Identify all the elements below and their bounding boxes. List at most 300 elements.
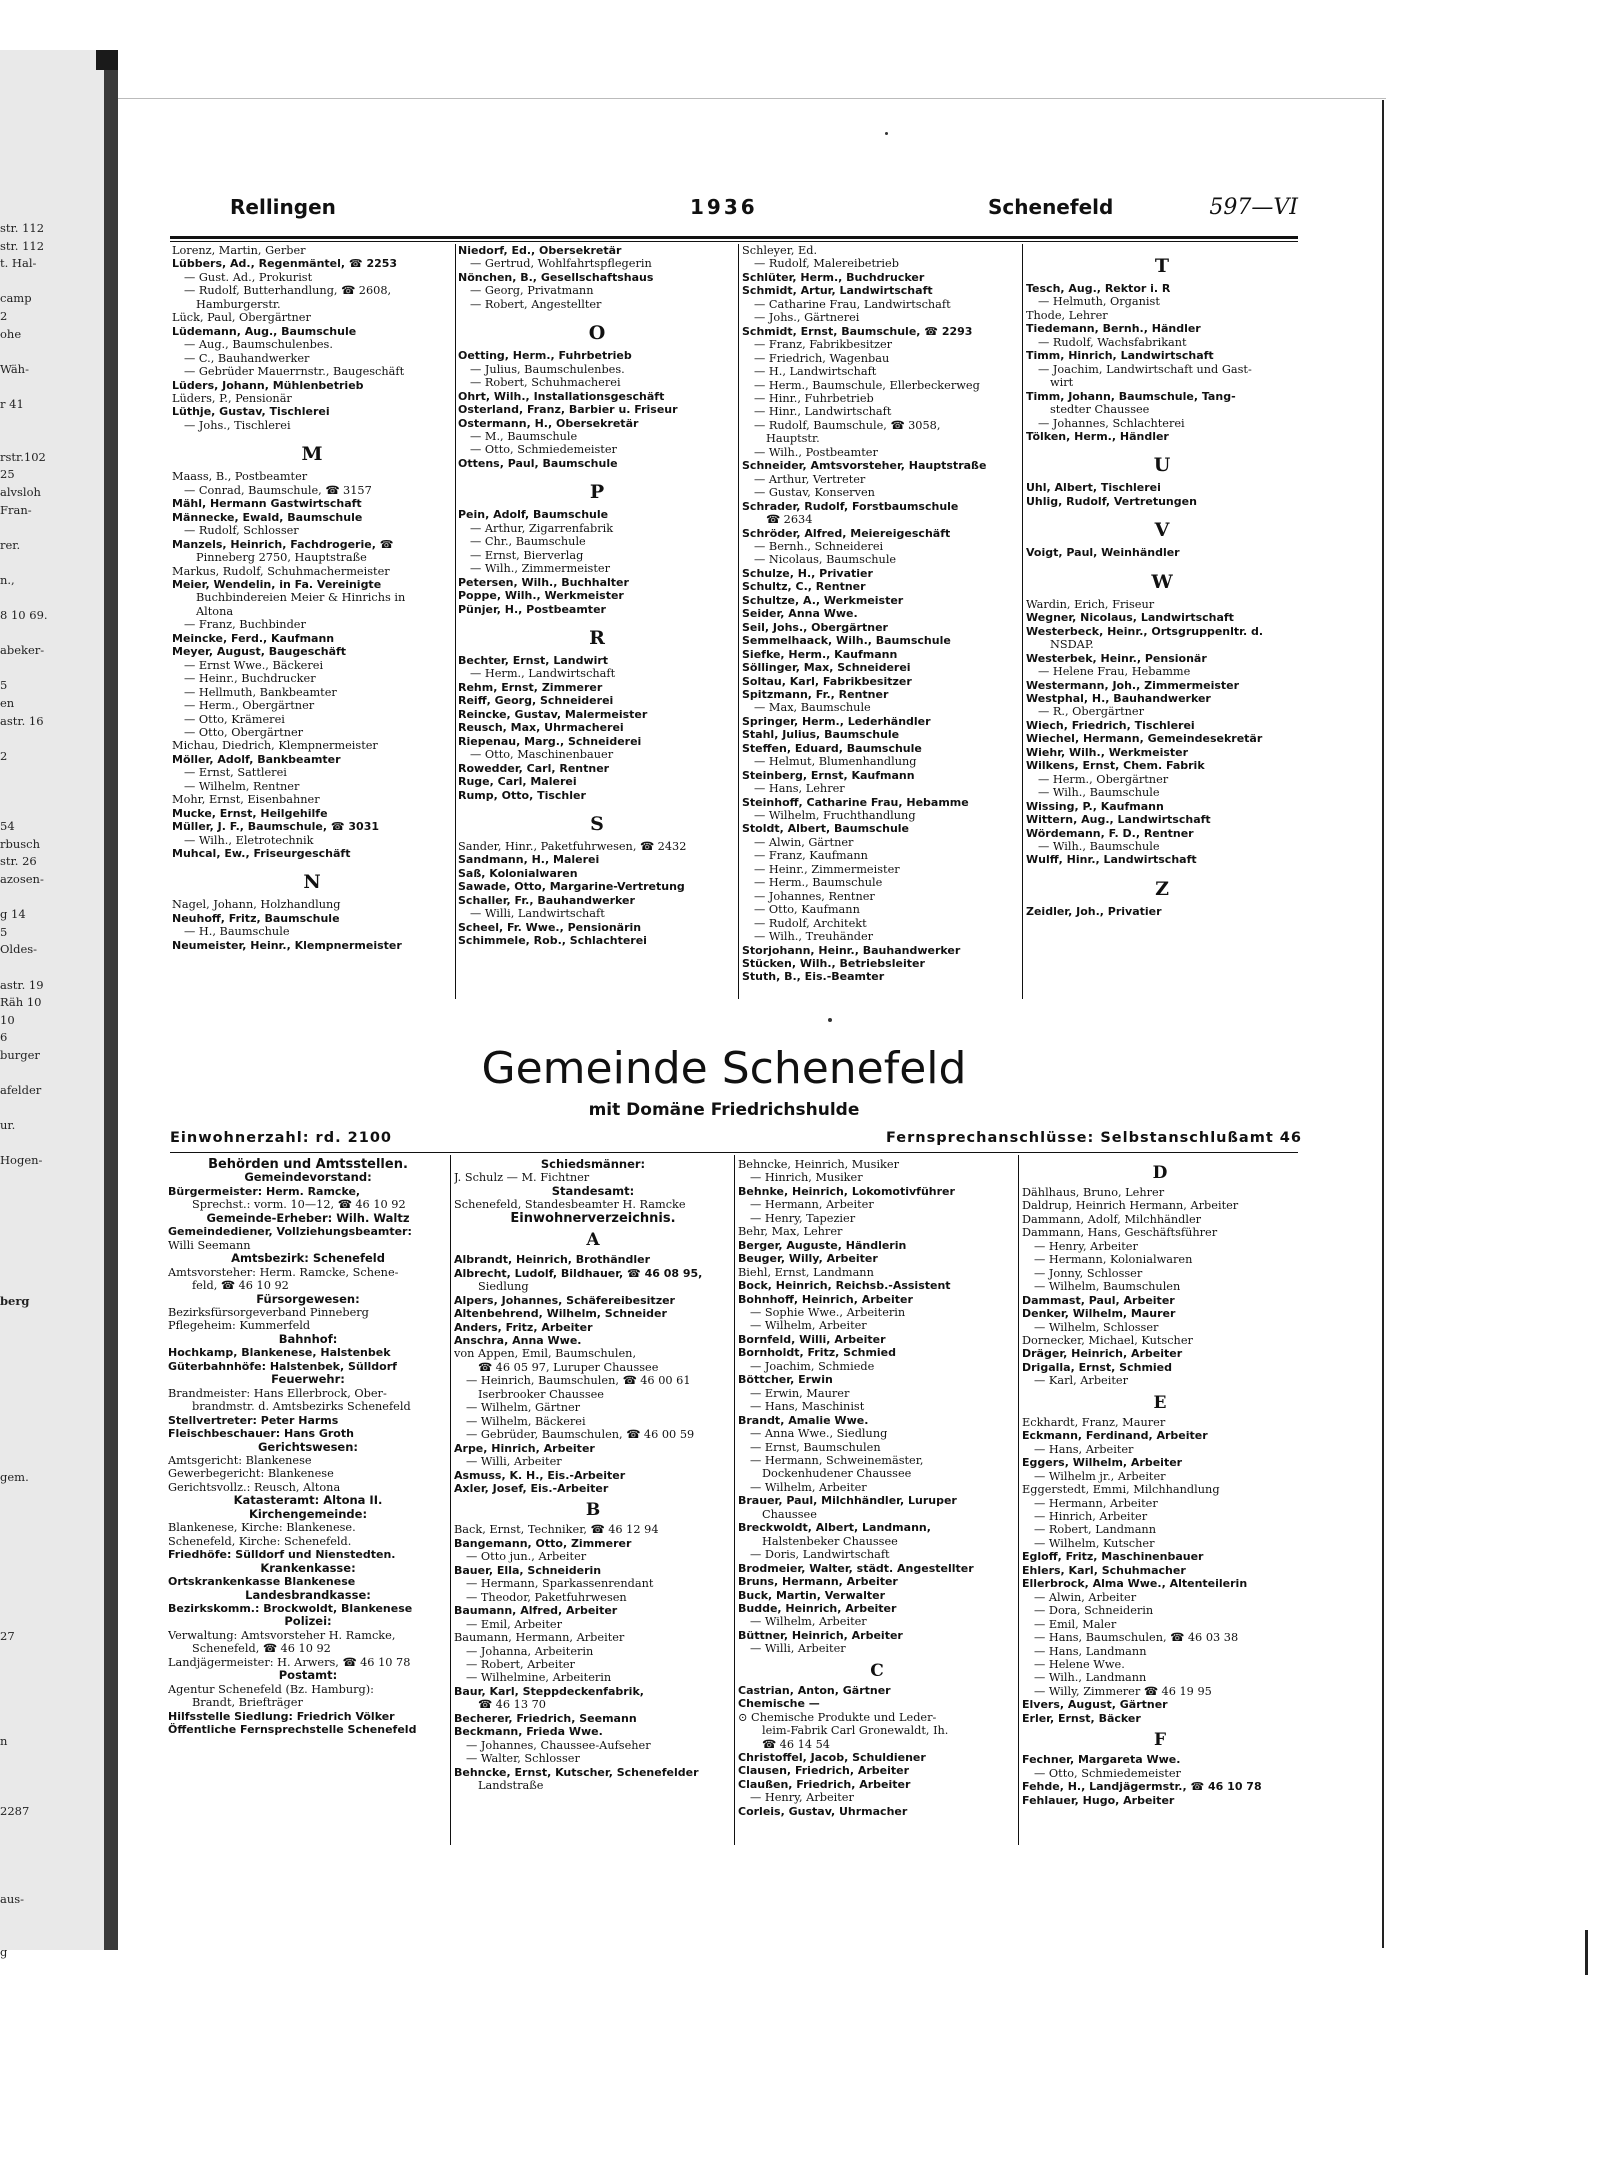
gutter-fragment: Räh 10	[0, 995, 42, 1010]
column-rule	[1018, 1155, 1019, 1845]
directory-entry: — Herm., Obergärtner	[1038, 772, 1169, 786]
directory-entry: Stellvertreter: Peter Harms	[168, 1413, 339, 1427]
directory-entry: — Helene Wwe.	[1034, 1657, 1125, 1671]
directory-entry: — Anna Wwe., Siedlung	[750, 1427, 888, 1441]
gutter-fragment	[0, 1522, 48, 1540]
gutter-fragment	[0, 1768, 48, 1786]
directory-entry: — Wilhelm, Arbeiter	[750, 1615, 867, 1629]
directory-entry: — Wilhelm jr., Arbeiter	[1034, 1469, 1166, 1483]
gutter-fragment: camp	[0, 291, 32, 306]
directory-entry: Petersen, Wilh., Buchhalter	[458, 575, 629, 589]
directory-entry: von Appen, Emil, Baumschulen,	[454, 1347, 637, 1361]
directory-entry: Becherer, Friedrich, Seemann	[454, 1711, 637, 1725]
directory-entry: Beckmann, Frieda Wwe.	[454, 1725, 603, 1739]
directory-entry: leim-Fabrik Carl Gronewaldt, Ih.	[762, 1724, 949, 1738]
municipality-title: Gemeinde Schenefeld	[481, 1043, 967, 1094]
directory-entry: Daldrup, Heinrich Hermann, Arbeiter	[1022, 1199, 1239, 1213]
directory-entry: — H., Landwirtschaft	[754, 365, 877, 379]
directory-entry: Bohnhoff, Heinrich, Arbeiter	[738, 1292, 913, 1306]
directory-entry: Spitzmann, Fr., Rentner	[742, 687, 889, 701]
subsection-heading: Krankenkasse:	[260, 1561, 356, 1575]
page-number: 597—VI	[1209, 195, 1298, 220]
directory-entry: — Hermann, Schweinemäster,	[750, 1453, 924, 1467]
directory-entry: Christoffel, Jacob, Schuldiener	[738, 1751, 926, 1765]
directory-entry: Büttner, Heinrich, Arbeiter	[738, 1628, 903, 1642]
directory-entry: — Wilhelm, Arbeiter	[750, 1319, 867, 1333]
directory-entry: — Chr., Baumschule	[470, 535, 586, 549]
directory-entry: — Georg, Privatmann	[470, 284, 594, 298]
directory-entry: Wardin, Erich, Friseur	[1026, 597, 1155, 611]
gutter-fragment	[0, 1504, 48, 1522]
gutter-fragment: n	[0, 1734, 8, 1749]
gutter-fragment: g	[0, 1945, 8, 1960]
directory-entry: — Heinr., Zimmermeister	[754, 862, 900, 876]
directory-entry: Tölken, Herm., Händler	[1026, 429, 1169, 443]
subsection-heading: Fürsorgewesen:	[256, 1292, 360, 1306]
directory-entry: — Otto, Schmiedemeister	[1034, 1766, 1181, 1780]
directory-entry: — Heinrich, Baumschulen, ☎ 46 00 61	[466, 1374, 691, 1388]
subsection-heading: Schiedsmänner:	[540, 1158, 646, 1171]
directory-entry: — Wilhelm, Rentner	[184, 779, 300, 793]
gutter-fragment	[0, 1786, 48, 1804]
directory-entry: ☎ 2634	[766, 513, 813, 527]
directory-entry: Pein, Adolf, Baumschule	[458, 508, 609, 522]
gutter-fragment	[0, 554, 48, 572]
directory-entry: Wiehr, Wilh., Werkmeister	[1026, 745, 1189, 759]
directory-entry: — Bernh., Schneiderei	[754, 539, 884, 553]
directory-entry: Behnke, Heinrich, Lokomotivführer	[738, 1184, 955, 1198]
directory-entry: — Rudolf, Butterhandlung, ☎ 2608,	[184, 284, 392, 298]
directory-entry: Wördemann, F. D., Rentner	[1026, 826, 1194, 840]
directory-entry: Bock, Heinrich, Reichsb.-Assistent	[738, 1279, 951, 1293]
directory-entry: Claußen, Friedrich, Arbeiter	[738, 1777, 911, 1791]
gutter-fragment	[0, 1540, 48, 1558]
directory-entry: Altenbehrend, Wilhelm, Schneider	[454, 1307, 667, 1321]
directory-entry: Clausen, Friedrich, Arbeiter	[738, 1764, 910, 1778]
directory-entry: Meincke, Ferd., Kaufmann	[172, 631, 335, 645]
directory-entry: — Wilh., Eletrotechnik	[184, 833, 314, 847]
directory-entry: — Walter, Schlosser	[466, 1752, 580, 1766]
gutter-fragment: burger	[0, 1047, 40, 1062]
gutter-fragment: ohe	[0, 326, 22, 341]
section-letter: A	[586, 1230, 600, 1251]
directory-entry: Rump, Otto, Tischler	[458, 788, 586, 802]
directory-column-3	[742, 244, 1020, 984]
subsection-heading: Kirchengemeinde:	[248, 1507, 368, 1521]
directory-entry: Ellerbrock, Alma Wwe., Altenteilerin	[1022, 1577, 1248, 1591]
header-year: 1936	[690, 195, 758, 219]
directory-entry: Mohr, Ernst, Eisenbahner	[172, 793, 320, 807]
directory-entry: Sandmann, H., Malerei	[458, 853, 600, 867]
directory-entry: — Hans, Maschinist	[750, 1400, 865, 1414]
municipality-subtitle: mit Domäne Friedrichshulde	[588, 1100, 860, 1120]
directory-entry: — Henry, Arbeiter	[750, 1791, 854, 1805]
gutter-fragment: en	[0, 696, 15, 711]
gutter-fragment	[0, 783, 48, 801]
gutter-fragment	[0, 1575, 48, 1593]
directory-entry: Baumann, Hermann, Arbeiter	[454, 1631, 625, 1645]
directory-column-1	[172, 244, 452, 952]
directory-entry: — Wilh., Treuhänder	[754, 930, 874, 944]
directory-entry: — Herm., Baumschule	[754, 876, 883, 890]
section-letter: U	[1153, 454, 1171, 477]
column-rule	[734, 1155, 735, 1845]
directory-entry: — Erwin, Maurer	[750, 1386, 850, 1400]
subsection-heading: Feuerwehr:	[271, 1373, 345, 1387]
directory-entry: Fleischbeschauer: Hans Groth	[168, 1427, 354, 1441]
directory-entry: Uhlig, Rudolf, Vertretungen	[1026, 494, 1197, 508]
section-heading: Einwohnerverzeichnis.	[510, 1210, 676, 1226]
gutter-fragment: n.,	[0, 572, 15, 587]
directory-entry: — Robert, Landmann	[1034, 1523, 1156, 1537]
directory-entry: — Wilh., Baumschule	[1038, 839, 1160, 853]
gutter-fragment: 5	[0, 924, 8, 939]
directory-entry: — M., Baumschule	[470, 429, 578, 443]
gutter-fragment: 2	[0, 748, 8, 763]
directory-entry: — H., Baumschule	[184, 925, 290, 939]
directory-entry: — Sophie Wwe., Arbeiterin	[750, 1305, 906, 1319]
directory-entry: — Hermann, Arbeiter	[750, 1198, 874, 1212]
gutter-fragment: r 41	[0, 396, 24, 411]
directory-entry: Dornecker, Michael, Kutscher	[1022, 1333, 1193, 1347]
gutter-fragment	[0, 273, 48, 291]
section-letter: E	[1153, 1392, 1167, 1413]
subsection-heading: Gerichtswesen:	[257, 1440, 359, 1454]
directory-entry: — Wilhelm, Kutscher	[1034, 1536, 1155, 1550]
gutter-fragment	[0, 1205, 48, 1223]
directory-entry: — Willi, Arbeiter	[466, 1455, 562, 1469]
directory-entry: Bornholdt, Fritz, Schmied	[738, 1346, 897, 1360]
directory-entry: — Julius, Baumschulenbes.	[470, 362, 625, 376]
directory-entry: Iserbrooker Chaussee	[478, 1387, 604, 1401]
previous-page-text	[0, 220, 48, 1962]
directory-entry: ⊙ Chemische Produkte und Leder-	[738, 1710, 937, 1724]
section-letter: R	[589, 626, 605, 649]
directory-entry: Öffentliche Fernsprechstelle Schenefeld	[168, 1723, 417, 1737]
previous-page-gutter	[0, 50, 118, 1960]
gutter-fragment: str. 112	[0, 221, 45, 235]
directory-entry: Sprechst.: vorm. 10—12, ☎ 46 10 92	[192, 1198, 406, 1212]
directory-entry: — Alwin, Arbeiter	[1034, 1590, 1137, 1604]
directory-entry: Baumann, Alfred, Arbeiter	[454, 1604, 618, 1618]
directory-entry: stedter Chaussee	[1050, 403, 1150, 417]
directory-entry: Hochkamp, Blankenese, Halstenbek	[168, 1346, 391, 1360]
directory-entry: Bornfeld, Willi, Arbeiter	[738, 1332, 886, 1346]
directory-entry: — Ernst, Sattlerei	[184, 766, 287, 780]
directory-entry: — Heinr., Buchdrucker	[184, 672, 316, 686]
directory-entry: Halstenbeker Chaussee	[762, 1534, 898, 1548]
directory-entry: — Otto, Obergärtner	[184, 725, 304, 739]
directory-entry: Wissing, P., Kaufmann	[1026, 799, 1164, 813]
directory-entry: — Max, Baumschule	[754, 701, 871, 715]
directory-entry: — Joachim, Schmiede	[750, 1359, 875, 1373]
gutter-fragment	[0, 1715, 48, 1733]
directory-entry: Storjohann, Heinr., Bauhandwerker	[742, 943, 961, 957]
directory-entry: Dählhaus, Bruno, Lehrer	[1022, 1186, 1165, 1199]
directory-entry: — Hinr., Fuhrbetrieb	[754, 391, 874, 405]
section-letter: Z	[1155, 877, 1169, 900]
authorities-column	[168, 1158, 448, 1736]
directory-entry: — Johanna, Arbeiterin	[466, 1644, 594, 1658]
directory-entry: — Otto, Kaufmann	[754, 903, 860, 917]
column-rule	[455, 244, 456, 999]
gutter-fragment	[0, 801, 48, 819]
directory-entry: Böttcher, Erwin	[738, 1373, 833, 1387]
directory-entry: — Johannes, Chaussee-Aufseher	[466, 1738, 651, 1752]
gutter-fragment	[0, 589, 48, 607]
gutter-fragment	[0, 1452, 48, 1470]
directory-entry: — Arthur, Zigarrenfabrik	[470, 521, 614, 535]
gutter-fragment: 2	[0, 308, 8, 323]
directory-entry: — Johannes, Schlachterei	[1038, 416, 1185, 430]
gutter-fragment	[0, 1663, 48, 1681]
directory-entry: Schenefeld, Kirche: Schenefeld.	[168, 1534, 352, 1548]
gutter-fragment	[0, 1927, 48, 1945]
column-rule	[1022, 244, 1023, 999]
directory-entry: — Theodor, Paketfuhrwesen	[466, 1590, 627, 1604]
section-letter: V	[1154, 519, 1170, 542]
gutter-fragment	[0, 1240, 48, 1258]
gutter-fragment	[0, 414, 48, 432]
directory-entry: Siedlung	[478, 1280, 529, 1294]
gutter-fragment	[0, 1328, 48, 1346]
directory-entry: Schrader, Rudolf, Forstbaumschule	[742, 499, 959, 513]
directory-entry: Westermann, Joh., Zimmermeister	[1026, 678, 1240, 692]
header-right: Schenefeld	[988, 195, 1114, 219]
gutter-fragment: 54	[0, 819, 15, 834]
directory-entry: — Aug., Baumschulenbes.	[184, 338, 333, 352]
directory-entry: — Herm., Baumschule, Ellerbeckerweg	[754, 378, 980, 392]
directory-entry: — Franz, Fabrikbesitzer	[754, 338, 893, 352]
column-rule	[450, 1155, 451, 1845]
directory-entry: Asmuss, K. H., Eis.-Arbeiter	[454, 1468, 626, 1482]
gutter-fragment: str. 26	[0, 854, 37, 869]
directory-entry: Lüdemann, Aug., Baumschule	[172, 324, 357, 338]
column-rule	[738, 244, 739, 999]
gutter-fragment: gem.	[0, 1470, 29, 1485]
subsection-heading: Gemeindevorstand:	[244, 1171, 372, 1185]
gutter-fragment: 10	[0, 1012, 15, 1027]
gutter-fragment: afelder	[0, 1083, 42, 1098]
gutter-fragment	[0, 1610, 48, 1628]
directory-entry: brandmstr. d. Amtsbezirks Schenefeld	[192, 1400, 411, 1414]
gutter-fragment	[0, 378, 48, 396]
gutter-fragment	[0, 1434, 48, 1452]
gutter-fragment	[0, 519, 48, 537]
directory-entry: Buck, Martin, Verwalter	[738, 1588, 886, 1602]
gutter-fragment	[0, 1311, 48, 1329]
directory-entry: Lüders, P., Pensionär	[172, 391, 292, 405]
directory-entry: Dräger, Heinrich, Arbeiter	[1022, 1347, 1183, 1361]
directory-entry: Fechner, Margareta Wwe.	[1022, 1753, 1181, 1767]
directory-entry: Timm, Johann, Baumschule, Tang-	[1026, 389, 1236, 403]
directory-entry: Markus, Rudolf, Schuhmachermeister	[172, 564, 390, 578]
directory-entry: Beuger, Willy, Arbeiter	[738, 1252, 878, 1266]
directory-entry: Timm, Hinrich, Landwirtschaft	[1026, 349, 1214, 363]
directory-entry: — Helmut, Blumenhandlung	[754, 755, 917, 769]
directory-entry: Brandmeister: Hans Ellerbrock, Ober-	[168, 1386, 387, 1400]
directory-entry: — Johs., Gärtnerei	[754, 311, 860, 325]
directory-entry: Schenefeld, Standesbeamter H. Ramcke	[454, 1198, 686, 1212]
gutter-fragment	[0, 1645, 48, 1663]
directory-entry: — Willi, Arbeiter	[750, 1642, 846, 1656]
directory-entry: Bruns, Hermann, Arbeiter	[738, 1575, 898, 1589]
directory-entry: Meyer, August, Baugeschäft	[172, 645, 347, 659]
directory-entry: wirt	[1050, 376, 1074, 390]
directory-entry: Stahl, Julius, Baumschule	[742, 728, 900, 742]
section-letter: F	[1153, 1730, 1167, 1751]
directory-entry: — Rudolf, Wachsfabrikant	[1038, 335, 1187, 349]
directory-entry: — Johannes, Rentner	[754, 889, 875, 903]
gutter-fragment	[0, 625, 48, 643]
gutter-fragment: str. 112	[0, 238, 45, 253]
directory-entry: Steinhoff, Catharine Frau, Hebamme	[742, 795, 969, 809]
directory-entry: Seider, Anna Wwe.	[742, 607, 858, 621]
residents-column-3	[1022, 1158, 1298, 1807]
directory-entry: — Hans, Lehrer	[754, 782, 845, 796]
directory-entry: — Franz, Kaufmann	[754, 849, 868, 863]
telephone-exchange: Fernsprechanschlüsse: Selbstanschlußamt 46	[885, 1130, 1302, 1146]
gutter-fragment	[0, 1487, 48, 1505]
directory-entry: — Wilh., Zimmermeister	[470, 562, 610, 576]
directory-entry: Berger, Auguste, Händlerin	[738, 1238, 907, 1252]
gutter-fragment: 2287	[0, 1804, 30, 1819]
directory-entry: — Hans, Baumschulen, ☎ 46 03 38	[1034, 1631, 1239, 1645]
directory-entry: Bezirkskomm.: Brockwoldt, Blankenese	[168, 1601, 413, 1615]
binding-mark	[96, 50, 118, 70]
section-letter: N	[303, 871, 321, 894]
gutter-fragment: ur.	[0, 1118, 16, 1133]
directory-entry: — Emil, Maler	[1034, 1617, 1117, 1631]
gutter-fragment	[0, 1874, 48, 1892]
section-letter: O	[588, 322, 606, 345]
directory-entry: Westphal, H., Bauhandwerker	[1026, 691, 1211, 705]
directory-entry: — Ernst Wwe., Bäckerei	[184, 658, 324, 672]
directory-entry: Gemeindediener, Vollziehungsbeamter:	[168, 1225, 412, 1239]
directory-entry: Blankenese, Kirche: Blankenese.	[168, 1521, 356, 1535]
gutter-fragment	[0, 1258, 48, 1276]
directory-entry: Lüders, Johann, Mühlenbetrieb	[172, 378, 364, 392]
directory-entry: — Emil, Arbeiter	[466, 1617, 562, 1631]
directory-entry: Buchbindereien Meier & Hinrichs in	[196, 591, 406, 605]
gutter-fragment	[0, 1856, 48, 1874]
directory-entry: — R., Obergärtner	[1038, 705, 1145, 719]
gutter-fragment	[0, 1592, 48, 1610]
gutter-fragment: g 14	[0, 907, 26, 922]
gutter-fragment: astr. 19	[0, 977, 44, 992]
directory-entry: Schröder, Alfred, Meiereigeschäft	[742, 526, 951, 540]
directory-entry: Schultze, A., Werkmeister	[742, 593, 904, 607]
directory-entry: — C., Bauhandwerker	[184, 351, 310, 365]
directory-entry: Ortskrankenkasse Blankenese	[168, 1575, 356, 1589]
directory-entry: Neuhoff, Fritz, Baumschule	[172, 911, 340, 925]
gutter-fragment	[0, 730, 48, 748]
section-letter: B	[585, 1500, 601, 1521]
gutter-fragment	[0, 1698, 48, 1716]
directory-entry: — Joachim, Landwirtschaft und Gast-	[1038, 362, 1252, 376]
directory-entry: Baur, Karl, Steppdeckenfabrik,	[454, 1684, 644, 1698]
subsection-heading: Standesamt:	[551, 1184, 635, 1198]
directory-entry: — Karl, Arbeiter	[1034, 1374, 1128, 1388]
directory-entry: Hamburgerstr.	[196, 297, 281, 311]
directory-entry: — Henry, Arbeiter	[1034, 1239, 1138, 1253]
directory-entry: Meier, Wendelin, in Fa. Vereinigte	[172, 577, 382, 591]
directory-entry: Fehde, H., Landjägermstr., ☎ 46 10 78	[1022, 1780, 1262, 1794]
gutter-fragment: alvsloh	[0, 484, 41, 499]
directory-entry: — Gustav, Konserven	[754, 486, 875, 500]
directory-entry: Lück, Paul, Obergärtner	[172, 311, 311, 325]
section-rule	[170, 1152, 1298, 1153]
directory-entry: — Johs., Tischlerei	[184, 418, 291, 432]
directory-entry: Maass, B., Postbeamter	[172, 470, 308, 484]
directory-entry: Dockenhudener Chaussee	[762, 1467, 912, 1481]
directory-entry: Lorenz, Martin, Gerber	[172, 244, 306, 257]
directory-entry: Sawade, Otto, Margarine-Vertretung	[458, 880, 685, 894]
gutter-fragment	[0, 1399, 48, 1417]
directory-entry: Ohrt, Wilh., Installationsgeschäft	[458, 389, 665, 403]
directory-entry: Poppe, Wilh., Werkmeister	[458, 589, 624, 603]
directory-entry: Arpe, Hinrich, Arbeiter	[454, 1441, 595, 1455]
directory-entry: — Helmuth, Organist	[1038, 295, 1160, 309]
directory-entry: Manzels, Heinrich, Fachdrogerie, ☎	[172, 537, 394, 551]
directory-entry: — Hellmuth, Bankbeamter	[184, 685, 337, 699]
directory-entry: Erler, Ernst, Bäcker	[1022, 1711, 1141, 1725]
directory-entry: — Franz, Buchbinder	[184, 618, 306, 632]
directory-entry: Eggers, Wilhelm, Arbeiter	[1022, 1456, 1183, 1470]
directory-entry: — Otto, Schmiedemeister	[470, 443, 617, 457]
directory-entry: — Ernst, Bierverlag	[470, 548, 584, 562]
directory-entry: Reiff, Georg, Schneiderei	[458, 694, 614, 708]
directory-entry: — Henry, Tapezier	[750, 1211, 856, 1225]
header-rule	[170, 236, 1298, 239]
directory-entry: — Wilhelm, Gärtner	[466, 1401, 581, 1415]
gutter-fragment: aus-	[0, 1892, 25, 1907]
gutter-fragment	[0, 1557, 48, 1575]
print-speck	[828, 1018, 832, 1022]
gutter-fragment: berg	[0, 1294, 30, 1309]
section-letter: P	[589, 481, 605, 504]
gutter-fragment	[0, 1276, 48, 1294]
directory-entry: Chemische —	[738, 1697, 820, 1711]
directory-entry: Stuth, B., Eis.-Beamter	[742, 970, 885, 984]
directory-entry: Mähl, Hermann Gastwirtschaft	[172, 497, 362, 511]
directory-entry: — Willy, Zimmerer ☎ 46 19 95	[1034, 1684, 1212, 1698]
gutter-fragment	[0, 343, 48, 361]
directory-entry: J. Schulz — M. Fichtner	[454, 1171, 590, 1185]
directory-entry: Ottens, Paul, Baumschule	[458, 456, 618, 470]
section-letter: M	[301, 443, 323, 466]
directory-entry: — Friedrich, Wagenbau	[754, 351, 890, 365]
header-rule-thin	[170, 241, 1298, 242]
directory-entry: — Wilhelmine, Arbeiterin	[466, 1671, 612, 1685]
directory-entry: Reincke, Gustav, Malermeister	[458, 707, 648, 721]
gutter-fragment: Hogen-	[0, 1153, 43, 1168]
directory-entry: Steinberg, Ernst, Kaufmann	[742, 768, 915, 782]
directory-entry: Muhcal, Ew., Friseurgeschäft	[172, 847, 351, 861]
directory-entry: Ostermann, H., Obersekretär	[458, 416, 639, 430]
directory-entry: — Wilh., Landmann	[1034, 1671, 1147, 1685]
directory-entry: Semmelhaack, Wilh., Baumschule	[742, 634, 951, 648]
subsection-heading: Landesbrandkasse:	[245, 1588, 371, 1602]
directory-entry: Ehlers, Karl, Schuhmacher	[1022, 1563, 1186, 1577]
directory-entry: Bangemann, Otto, Zimmerer	[454, 1536, 632, 1550]
directory-entry: Nönchen, B., Gesellschaftshaus	[458, 270, 654, 284]
gutter-fragment: rbusch	[0, 836, 41, 851]
directory-entry: — Dora, Schneiderin	[1034, 1604, 1154, 1618]
gutter-fragment: 27	[0, 1628, 15, 1643]
gutter-fragment: Wäh-	[0, 361, 29, 376]
directory-entry: — Catharine Frau, Landwirtschaft	[754, 297, 951, 311]
